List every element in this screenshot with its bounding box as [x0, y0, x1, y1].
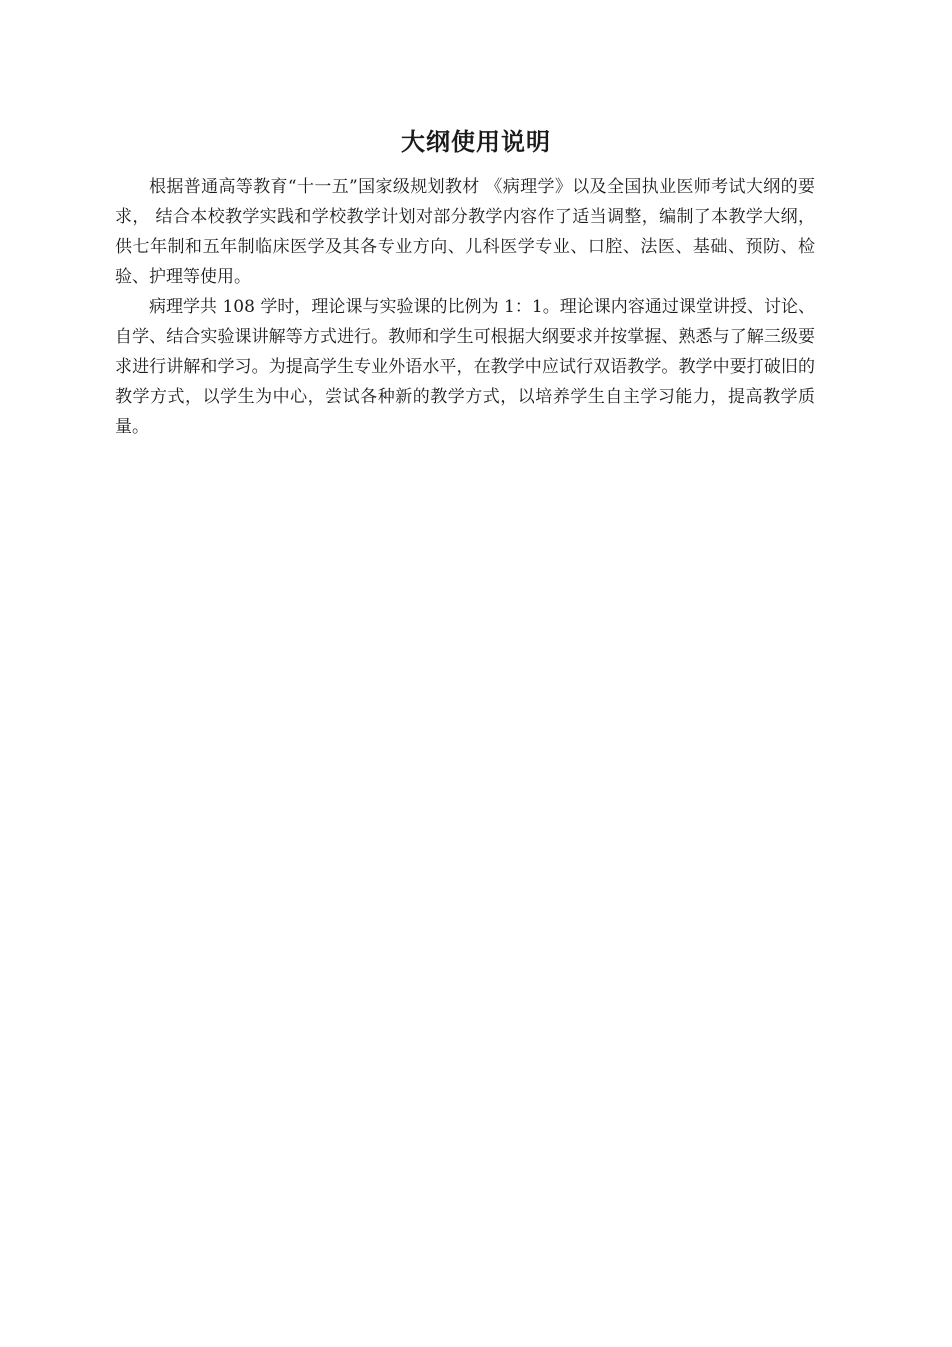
paragraph-1: 根据普通高等教育“十一五”国家级规划教材 《病理学》以及全国执业医师考试大纲的要求， 结合本校教学实践和学校教学计划对部分教学内容作了适当调整，编制了本教学大纲，供七年制和五年制临床医学及其各专业方向、儿科医学专业、口腔、法医、基础、预防、检验、护理等使用。: [115, 177, 815, 287]
paragraph-2: 病理学共 108 学时，理论课与实验课的比例为 1：1。理论课内容通过课堂讲授、讨论、自学、结合实验课讲解等方式进行。教师和学生可根据大纲要求并按掌握、熟悉与了解三级要求进行讲解和学习。为提高学生专业外语水平，在教学中应试行双语教学。教学中要打破旧的教学方式，以学生为中心，尝试各种新的教学方式，以培养学生自主学习能力，提高教学质量。: [115, 297, 815, 437]
document-body: [115, 172, 815, 442]
document-title: 大纲使用说明: [401, 128, 551, 156]
